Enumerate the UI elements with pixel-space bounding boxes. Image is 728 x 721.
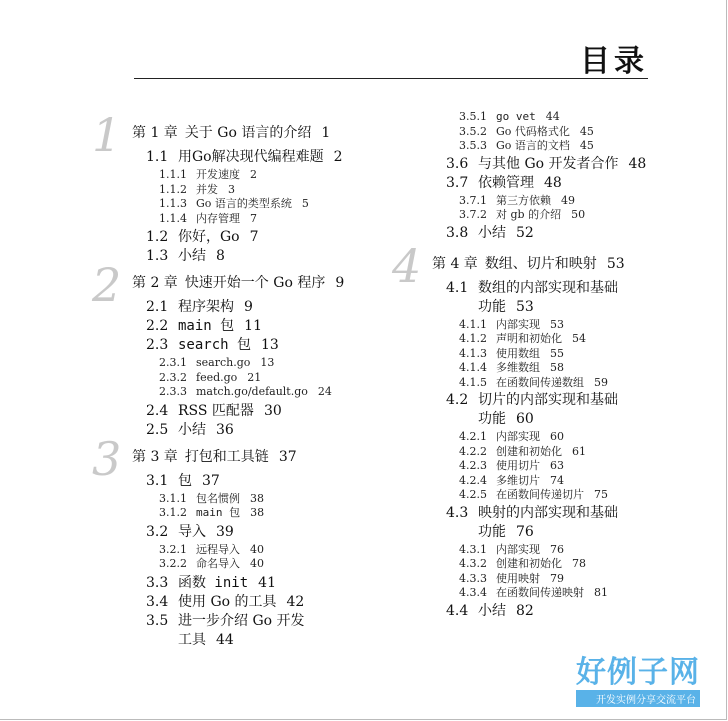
subsection-entry [459,333,586,344]
subsection-title: go vet [496,110,536,123]
subsection-title: 内部实现 [496,542,540,556]
subsection-number: 4.1.1 [459,317,487,331]
page-number: 38 [250,506,265,519]
page-number: 8 [216,248,225,264]
subsection-entry [159,372,261,383]
section-title: 依赖管理 [478,174,534,191]
watermark-main: 好例子网 [576,655,700,690]
subsection-title: 声明和初始化 [496,332,562,345]
chapter-number-2: 2 [92,258,122,312]
page-number: 1 [321,125,331,141]
section-entry [146,319,262,333]
subsection-entry [159,507,264,518]
page-number: 53 [516,298,534,315]
subsection-entry [459,475,564,486]
page-number: 21 [247,370,262,384]
section-entry [146,474,220,488]
section-title-continued: 功能 [478,411,506,427]
section-number: 3.6 [446,155,469,172]
subsection-title: 使用切片 [496,459,540,472]
subsection-number: 3.5.2 [459,124,487,138]
subsection-number: 2.3.3 [159,385,187,398]
subsection-entry [159,198,309,209]
section-number: 2.3 [146,337,169,353]
section-title: search 包 [178,337,252,353]
subsection-entry [159,357,274,368]
page-title: 目录 [580,44,648,79]
subsection-title: main 包 [196,506,241,519]
section-entry [446,157,646,171]
subsection-number: 4.2.1 [459,430,487,443]
watermark-logo [576,655,700,707]
subsection-entry [459,377,608,388]
section-title: 小结 [478,602,506,619]
page-number: 60 [550,430,564,443]
section-number: 4.2 [446,392,469,408]
subsection-entry [459,209,585,220]
section-entry [146,423,234,437]
section-entry [146,525,234,539]
subsection-entry [459,573,564,584]
section-entry [446,176,562,190]
section-title: 使用 Go 的工具 [178,593,277,610]
section-entry [446,393,618,407]
subsection-title: 内部实现 [496,430,540,443]
page-number: 75 [594,488,608,501]
page-number: 61 [572,444,586,458]
page-number: 5 [301,197,309,210]
section-number: 1.2 [146,229,169,245]
page-number: 53 [550,317,564,331]
subsection-title: 内存管理 [196,211,240,225]
page-number: 81 [594,586,608,599]
subsection-number: 4.2.5 [459,488,487,501]
page-number: 7 [250,211,257,225]
section-entry [446,281,618,295]
section-title: 你好，Go [178,229,240,245]
subsection-title: Go 代码格式化 [496,124,570,138]
section-entry-continued [478,412,534,426]
page-number: 37 [278,448,297,465]
page-number: 74 [550,473,564,487]
page-number: 49 [561,193,575,207]
subsection-title: 内部实现 [496,317,540,331]
page-number: 44 [216,631,234,648]
subsection-title: 对 gb 的介绍 [496,208,562,221]
section-entry [446,506,618,520]
subsection-entry [159,544,264,555]
section-number: 3.1 [146,472,169,489]
page-number: 3 [228,182,235,196]
section-number: 3.8 [446,224,469,241]
subsection-title: 多维切片 [496,473,540,487]
section-title-continued: 功能 [478,298,506,315]
page-number: 55 [550,346,564,360]
chapter-heading [432,257,625,271]
subsection-title: feed.go [196,370,238,384]
subsection-entry [459,126,594,137]
subsection-number: 4.2.2 [459,444,487,458]
page-number: 53 [606,255,625,272]
section-number: 4.3 [446,504,469,521]
section-title: 进一步介绍 Go 开发 [178,612,305,629]
section-title: 小结 [178,248,206,264]
subsection-number: 4.3.1 [459,542,487,556]
subsection-title: 并发 [196,182,218,196]
page-number: 82 [516,602,534,619]
subsection-entry [459,460,564,471]
subsection-entry [159,213,257,224]
section-number: 2.4 [146,402,169,419]
subsection-entry [459,587,608,598]
page-number: 39 [216,523,234,540]
subsection-entry [459,544,564,555]
subsection-title: match.go/default.go [196,385,308,398]
subsection-entry [459,140,594,151]
section-entry-continued [478,525,534,539]
page-number: 30 [263,402,282,419]
section-number: 3.7 [446,174,469,191]
subsection-entry [459,362,564,373]
subsection-number: 3.7.2 [459,208,487,221]
page-number: 24 [317,385,332,398]
subsection-entry [159,558,264,569]
subsection-number: 1.1.1 [159,168,187,181]
subsection-entry [459,446,586,457]
subsection-title: 多维数组 [496,361,540,374]
section-number: 1.3 [146,248,169,264]
section-title: 包 [178,472,192,489]
section-entry [146,249,225,263]
subsection-title: 在函数间传递数组 [496,375,584,389]
page-number: 36 [216,421,234,438]
page-number: 42 [286,593,305,610]
subsection-title: 开发速度 [196,168,240,181]
subsection-number: 2.3.2 [159,370,187,384]
page-number: 38 [250,491,264,505]
section-title: main 包 [178,318,235,334]
subsection-number: 4.1.4 [459,361,487,374]
section-entry [146,338,279,352]
subsection-title: search.go [196,356,251,369]
page-number: 9 [335,275,345,291]
page-number: 44 [545,110,560,123]
subsection-entry [459,558,586,569]
subsection-entry [459,319,564,330]
subsection-number: 4.3.3 [459,571,487,585]
page-number: 40 [250,542,264,556]
section-number: 4.1 [446,279,469,296]
page-number: 45 [579,124,594,138]
page-number: 45 [579,139,594,152]
section-number: 3.3 [146,574,169,591]
page-number: 9 [244,299,253,315]
section-title: 函数 init [178,574,249,591]
subsection-number: 4.3.4 [459,586,487,599]
chapter-title: 快速开始一个 Go 程序 [184,275,326,291]
page-number: 13 [260,356,275,369]
subsection-title: 使用映射 [496,571,540,585]
section-title: 映射的内部实现和基础 [478,504,618,521]
watermark-sub: 开发实例分享交流平台 [576,690,700,707]
page-number: 7 [249,229,259,245]
subsection-entry [159,386,332,397]
subsection-title: 使用数组 [496,346,540,360]
section-title-continued: 工具 [178,631,206,648]
subsection-number: 3.1.2 [159,506,187,519]
page-number: 13 [261,337,279,353]
page-number: 58 [550,361,564,374]
section-number: 2.2 [146,318,169,334]
subsection-entry [459,195,575,206]
page-number: 50 [571,208,586,221]
section-entry [446,604,534,618]
section-entry [146,595,304,609]
section-number: 3.4 [146,593,169,610]
section-entry [146,300,253,314]
subsection-title: 创建和初始化 [496,557,562,570]
section-title: 小结 [478,224,506,241]
subsection-number: 4.3.2 [459,557,487,570]
section-title: RSS 匹配器 [178,402,254,419]
subsection-number: 4.1.2 [459,332,487,345]
section-title: 与其他 Go 开发者合作 [478,155,619,172]
subsection-title: 在函数间传递映射 [496,586,584,599]
page-number: 37 [202,472,220,489]
page-number: 60 [516,411,534,427]
section-entry [146,404,282,418]
subsection-number: 1.1.3 [159,197,187,210]
chapter-heading [132,126,330,140]
subsection-entry [159,184,235,195]
page-number: 48 [544,174,562,191]
section-number: 4.4 [446,602,469,619]
section-number: 2.5 [146,421,169,438]
chapter-title: 数组、切片和映射 [484,255,597,272]
page-number: 54 [572,332,586,345]
subsection-title: Go 语言的类型系统 [196,197,292,210]
chapter-label: 第 3 章 [132,448,178,465]
section-entry [446,226,534,240]
subsection-number: 1.1.2 [159,182,187,196]
page-number: 79 [550,571,564,585]
section-title: 用Go解决现代编程难题 [178,149,324,165]
section-entry-continued [178,633,234,647]
chapter-number-3: 3 [92,431,122,486]
chapter-heading [132,450,297,464]
subsection-number: 1.1.4 [159,211,187,225]
section-number: 3.5 [146,612,169,629]
title-rule [134,78,648,79]
subsection-title: 第三方依赖 [496,193,551,207]
page-number: 48 [628,155,647,172]
section-title: 数组的内部实现和基础 [478,279,618,296]
section-title-continued: 功能 [478,523,506,540]
subsection-entry [159,169,257,180]
section-number: 3.2 [146,523,169,540]
section-title: 小结 [178,421,206,438]
section-entry [146,614,305,628]
section-number: 1.1 [146,149,169,165]
chapter-number-4: 4 [392,238,422,293]
page-number: 78 [572,557,586,570]
page-number: 2 [333,149,343,165]
subsection-entry [459,489,608,500]
chapter-heading [132,276,344,290]
subsection-title: 远程导入 [196,542,240,556]
subsection-number: 3.2.2 [159,557,187,570]
subsection-number: 3.1.1 [159,491,187,505]
page-number: 41 [258,574,276,591]
page-number: 76 [550,542,564,556]
section-title: 程序架构 [178,299,234,315]
subsection-entry [459,348,564,359]
subsection-number: 2.3.1 [159,356,187,369]
section-title: 导入 [178,523,206,540]
page-number: 59 [594,375,608,389]
subsection-entry [159,493,264,504]
subsection-title: 在函数间传递切片 [496,488,584,501]
section-entry [146,576,276,590]
subsection-number: 3.2.1 [159,542,187,556]
subsection-title: 创建和初始化 [496,444,562,458]
chapter-label: 第 2 章 [132,275,178,291]
subsection-number: 3.5.3 [459,139,487,152]
chapter-number-1: 1 [92,108,122,162]
subsection-title: 包名惯例 [196,491,240,505]
subsection-title: Go 语言的文档 [496,139,570,152]
chapter-title: 打包和工具链 [184,448,269,465]
section-entry [146,230,259,244]
page-number: 76 [516,523,534,540]
section-title: 切片的内部实现和基础 [478,392,618,408]
subsection-number: 4.1.3 [459,346,487,360]
section-entry [146,150,343,164]
subsection-number: 3.7.1 [459,193,487,207]
page-number: 63 [550,459,564,472]
page-number: 2 [250,168,257,181]
page-number: 40 [250,557,264,570]
subsection-number: 3.5.1 [459,110,487,123]
subsection-entry [459,111,560,122]
chapter-label: 第 1 章 [132,125,178,141]
subsection-number: 4.2.4 [459,473,487,487]
subsection-number: 4.2.3 [459,459,487,472]
chapter-title: 关于 Go 语言的介绍 [184,125,312,141]
subsection-number: 4.1.5 [459,375,487,389]
section-entry-continued [478,300,534,314]
subsection-title: 命名导入 [196,557,240,570]
subsection-entry [459,431,564,442]
section-number: 2.1 [146,299,169,315]
chapter-label: 第 4 章 [432,255,478,272]
page-number: 52 [516,224,534,241]
page-number: 11 [244,318,262,334]
